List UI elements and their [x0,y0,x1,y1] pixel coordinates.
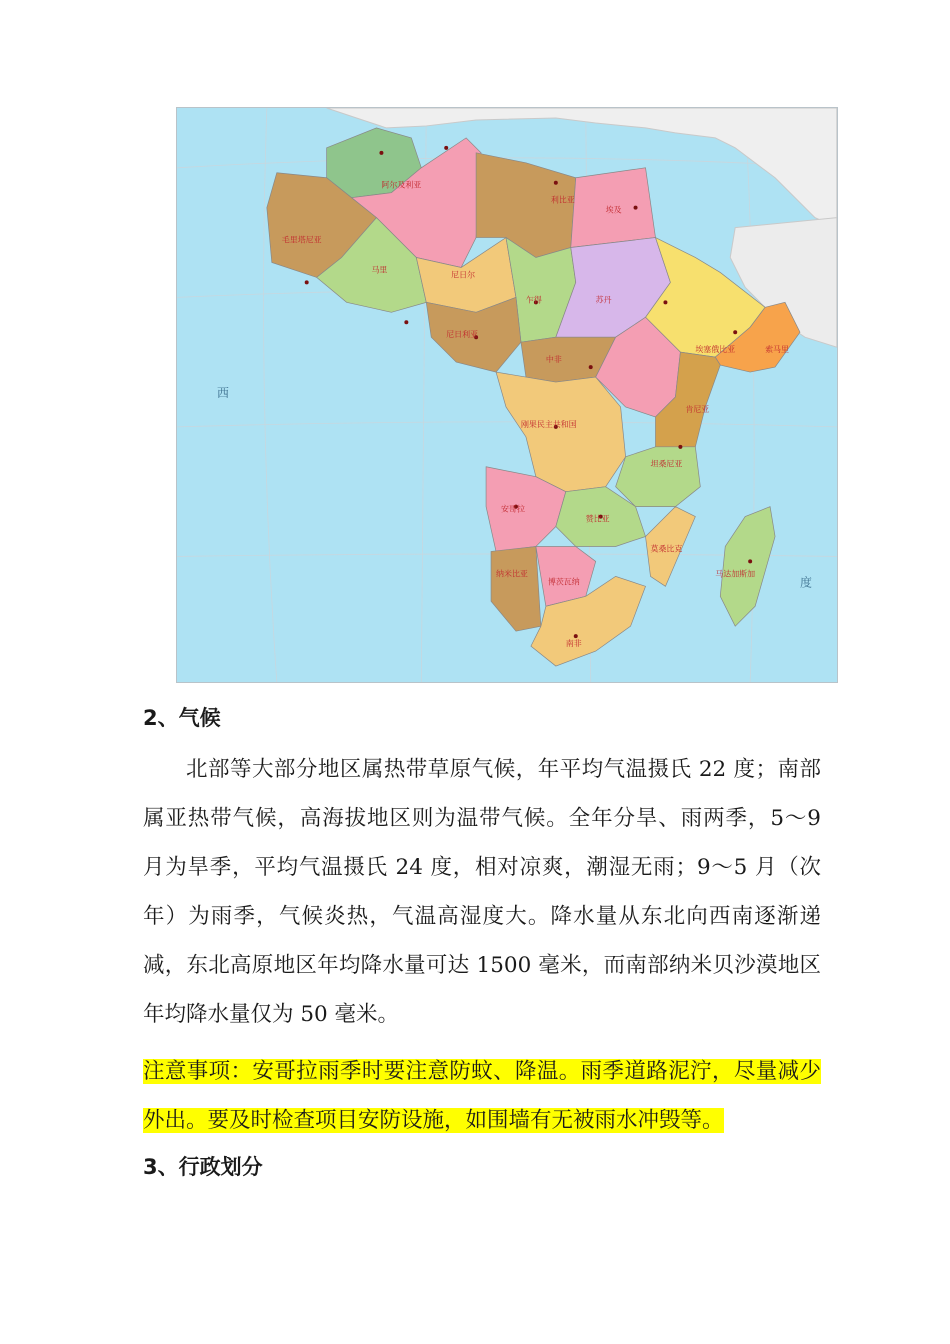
label-libya: 利比亚 [550,195,575,205]
note-paragraph [143,1047,821,1145]
label-madagascar: 马达加斯加 [715,569,756,579]
label-algeria: 阿尔及利亚 [381,180,422,190]
highlighted-note: 注意事项：安哥拉雨季时要注意防蚊、降温。雨季道路泥泞，尽量减少外出。要及时检查项目安防设施，如围墙有无被雨水冲毁等。 [143,1059,821,1133]
label-sea-west: 西 [217,385,229,400]
label-south-africa: 南非 [565,639,582,649]
label-car: 中非 [545,355,562,365]
label-sea-du: 度 [799,575,812,590]
label-mauritania: 毛里塔尼亚 [281,235,322,245]
label-somalia: 索马里 [765,345,790,355]
africa-political-map [176,107,838,683]
label-egypt: 埃及 [605,205,622,215]
label-nigeria: 尼日利亚 [446,330,479,340]
label-sudan: 苏丹 [595,295,612,305]
label-chad: 乍得 [525,295,542,305]
label-tanzania: 坦桑尼亚 [650,459,683,469]
label-mali: 马里 [371,265,388,275]
label-mozambique: 莫桑比克 [650,544,683,554]
label-angola: 安哥拉 [501,504,525,514]
section-3-heading: 3、行政划分 [143,1155,263,1179]
label-kenya: 肯尼亚 [685,404,710,414]
map-svg [177,108,837,682]
section-2-heading: 2、气候 [143,706,221,730]
label-zambia: 赞比亚 [585,514,610,524]
label-drc: 刚果民主共和国 [520,419,577,429]
climate-paragraph: 北部等大部分地区属热带草原气候，年平均气温摄氏 22 度；南部属亚热带气候，高海拔地区则为温带气候。全年分旱、雨两季，5～9 月为旱季，平均气温摄氏 24 度，相对凉爽，潮湿无雨；9～5 月（次年）为雨季，气候炎热，气温高湿度大。降水量从东北向西南逐渐递减，东北高原地区年均降水量可达 1500 毫米，而南部纳米贝沙漠地区年均降水量仅为 50 毫米。 [143,757,821,1027]
label-botswana: 博茨瓦纳 [547,577,580,587]
label-niger: 尼日尔 [451,270,476,280]
country-shapes [267,128,800,666]
label-namibia: 纳米比亚 [496,569,528,579]
label-ethiopia: 埃塞俄比亚 [695,345,736,355]
